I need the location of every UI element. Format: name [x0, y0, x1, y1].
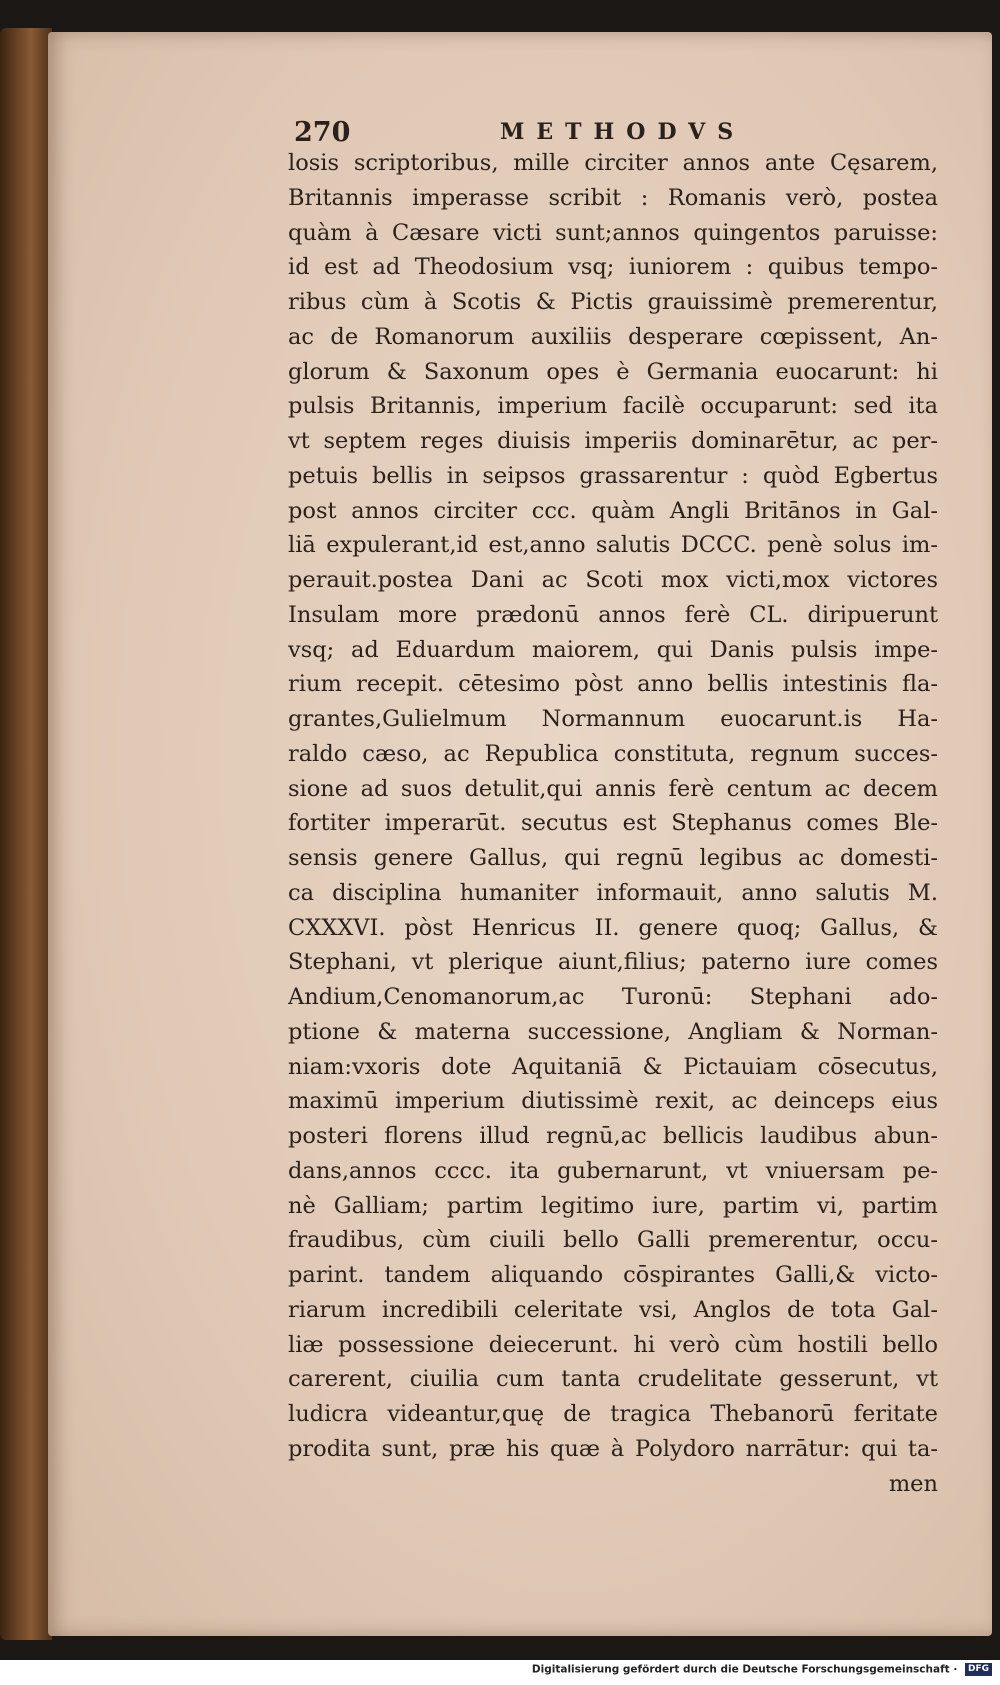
text-line: fortiter imperarūt. secutus est Stephanus comes Ble- — [288, 810, 938, 837]
text-line: liæ possessione deiecerunt. hi verò cùm hostili bello — [288, 1331, 938, 1358]
text-line: liā expulerant,id est,anno salutis DCCC. penè solus im- — [288, 532, 938, 559]
text-line: ca disciplina humaniter informauit, anno salutis M. — [288, 879, 938, 906]
digitization-footer — [0, 1663, 992, 1681]
text-line: ludicra videantur,quę de tragica Thebanorū feritate — [288, 1401, 938, 1427]
text-line: carerent, ciuilia cum tanta crudelitate gesserunt, vt — [288, 1366, 938, 1393]
text-line: vt septem reges diuisis imperiis dominarētur, ac per- — [288, 428, 938, 454]
text-line: Stephani, vt plerique aiunt,filius; paterno iure comes — [288, 949, 938, 976]
text-line: grantes,Gulielmum Normannum euocarunt.is Ha- — [288, 706, 938, 732]
running-head: METHODVS — [500, 119, 746, 145]
text-line: sensis genere Gallus, qui regnū legibus ac domesti- — [288, 845, 938, 871]
text-line: ac de Romanorum auxiliis desperare cœpissent, An- — [288, 323, 938, 350]
text-line: raldo cæso, ac Republica constituta, regnum succes- — [288, 740, 938, 767]
text-line: perauit.postea Dani ac Scoti mox victi,mox victores — [288, 567, 938, 593]
text-line: post annos circiter ccc. quàm Angli Britānos in Gal- — [288, 497, 938, 524]
text-line: losis scriptoribus, mille circiter annos ante Cęsarem, — [288, 150, 938, 176]
text-line: dans,annos cccc. ita gubernarunt, vt vniuersam pe- — [288, 1157, 938, 1184]
body-text — [288, 146, 938, 1501]
text-line: rium recepit. cētesimo pòst anno bellis intestinis fla- — [288, 671, 938, 698]
text-line: sione ad suos detulit,qui annis ferè centum ac decem — [288, 775, 938, 802]
text-line: ribus cùm à Scotis & Pictis grauissimè premerentur, — [288, 289, 938, 315]
text-line: glorum & Saxonum opes è Germania euocarunt: hi — [288, 358, 938, 385]
text-line: fraudibus, cùm ciuili bello Galli premerentur, occu- — [288, 1227, 938, 1254]
text-line: ptione & materna successione, Angliam & Norman- — [288, 1018, 938, 1045]
text-line: petuis bellis in seipsos grassarentur : quòd Egbertus — [288, 462, 938, 489]
text-line: Britannis imperasse scribit : Romanis verò, postea — [288, 184, 938, 211]
footer-credit: Digitalisierung gefördert durch die Deutsche Forschungsgemeinschaft · — [531, 1663, 958, 1676]
page-number: 270 — [294, 117, 351, 148]
text-line: prodita sunt, præ his quæ à Polydoro narrātur: qui ta- — [288, 1435, 938, 1462]
text-line: riarum incredibili celeritate vsi, Anglos de tota Gal- — [288, 1296, 938, 1323]
text-line: nè Galliam; partim legitimo iure, partim vi, partim — [288, 1192, 938, 1219]
text-line: Insulam more prædonū annos ferè CL. diripuerunt — [288, 601, 938, 628]
text-line: parint. tandem aliquando cōspirantes Galli,& victo- — [288, 1262, 938, 1288]
text-line: quàm à Cæsare victi sunt;annos quingentos paruisse: — [288, 219, 938, 246]
text-line: CXXXVI. pòst Henricus II. genere quoq; Gallus, & — [288, 914, 938, 941]
dfg-logo: DFG — [965, 1663, 992, 1676]
text-line: id est ad Theodosium vsq; iuniorem : quibus tempo- — [288, 254, 938, 281]
text-line: pulsis Britannis, imperium facilè occuparunt: sed ita — [288, 393, 938, 420]
text-line: Andium,Cenomanorum,ac Turonū: Stephani ado- — [288, 984, 938, 1010]
text-line: maximū imperium diutissimè rexit, ac deinceps eius — [288, 1088, 938, 1115]
text-line: posteri florens illud regnū,ac bellicis laudibus abun- — [288, 1123, 938, 1149]
text-line: men — [888, 1470, 938, 1497]
text-line: vsq; ad Eduardum maiorem, qui Danis pulsis impe- — [288, 636, 938, 663]
book-spine-edge — [0, 28, 52, 1640]
text-line: niam:vxoris dote Aquitaniā & Pictauiam cōsecutus, — [288, 1053, 938, 1080]
